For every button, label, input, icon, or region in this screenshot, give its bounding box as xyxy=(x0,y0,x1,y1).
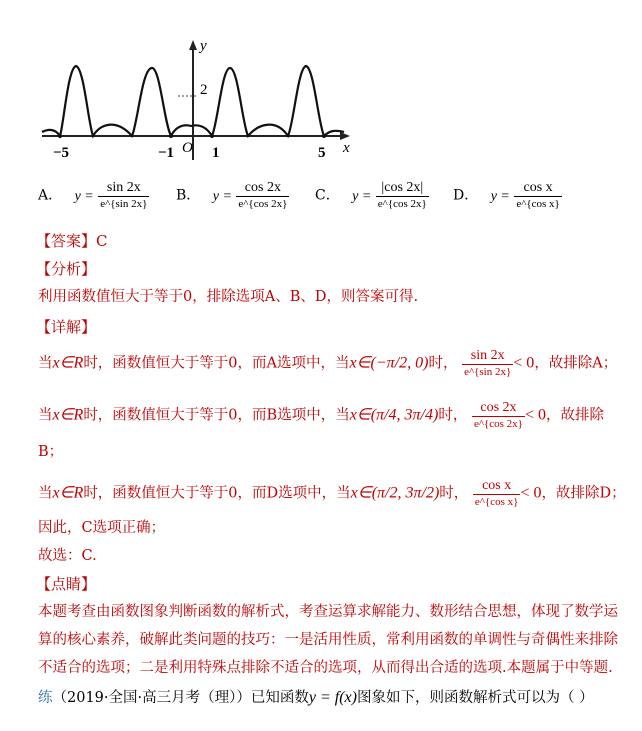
option-a-y: y = xyxy=(74,188,94,204)
detail-line-4: 因此，C选项正确； xyxy=(38,520,166,536)
detail-line-5: 故选：C. xyxy=(38,548,97,564)
function-graph xyxy=(38,38,358,166)
x-axis-arrow xyxy=(340,132,350,140)
tick-dot-neg1 xyxy=(169,134,173,138)
option-b-num: cos 2x xyxy=(244,180,281,195)
d3-den: e^{cos x} xyxy=(474,496,519,508)
d1-when: 时， xyxy=(428,355,458,372)
d2-mid: 时，函数值恒大于等于0，而B选项中，当 xyxy=(83,407,350,424)
x-axis-label: x xyxy=(343,140,350,156)
d3-pre: 当 xyxy=(38,485,53,502)
option-b-y: y = xyxy=(212,188,232,204)
d2-den: e^{cos 2x} xyxy=(473,418,523,430)
tick-dot-neg5 xyxy=(58,134,62,138)
option-a-fraction xyxy=(98,180,149,211)
y-tick-2: 2 xyxy=(200,82,208,98)
d3-xinr: x∈R xyxy=(52,484,84,502)
comment-line-3: 不适合的选项；二是利用特殊点排除不适合的选项，从而得出合适的选项.本题属于中等题. xyxy=(38,660,613,676)
detail-header: 【详解】 xyxy=(36,318,97,336)
option-d-fraction xyxy=(514,180,562,211)
x-tick-1: 1 xyxy=(212,145,220,161)
detail-line-2 xyxy=(38,400,604,431)
y-axis-arrow xyxy=(189,40,197,50)
detail-line-1 xyxy=(38,348,617,379)
option-a-letter: A． xyxy=(38,187,63,204)
tick-dot-5 xyxy=(322,134,326,138)
d1-num: sin 2x xyxy=(470,348,505,363)
d2-end: ，故排除 xyxy=(546,407,604,424)
d2-xinr: x∈R xyxy=(52,406,84,424)
d2-num: cos 2x xyxy=(480,400,517,415)
option-c-den: e^{cos 2x} xyxy=(377,198,427,210)
option-d-letter: D． xyxy=(453,187,479,204)
option-b-letter: B． xyxy=(176,187,201,204)
option-c-fraction xyxy=(376,180,429,211)
option-c-letter: C． xyxy=(315,187,340,204)
option-b-den: e^{cos 2x} xyxy=(238,198,288,210)
practice-line xyxy=(38,688,594,708)
option-c xyxy=(315,180,429,211)
option-d-num: cos x xyxy=(523,180,553,195)
practice-pre: （2019·全国·高三月考（理））已知函数 xyxy=(52,690,309,706)
d3-end: ，故排除D； xyxy=(541,485,626,502)
d1-end: ，故排除A； xyxy=(534,355,618,372)
d1-lt0: < 0 xyxy=(513,354,535,372)
option-d xyxy=(453,180,562,211)
analysis-header: 【分析】 xyxy=(36,260,97,278)
tick-dot-1 xyxy=(210,134,214,138)
d3-lt0: < 0 xyxy=(520,484,542,502)
d1-fraction xyxy=(462,348,513,379)
comment-header: 【点睛】 xyxy=(36,575,97,593)
d1-den: e^{sin 2x} xyxy=(464,366,512,378)
d3-fraction xyxy=(473,478,521,509)
practice-fn: y = f(x) xyxy=(308,689,357,706)
x-tick-neg1: −1 xyxy=(158,145,175,161)
d1-pre: 当 xyxy=(38,355,53,372)
d2-interval: x∈(π/4, 3π/4) xyxy=(349,406,439,424)
option-c-y: y = xyxy=(352,188,372,204)
d3-interval: x∈(π/2, 3π/2) xyxy=(350,484,440,502)
detail-line-2-cont: B； xyxy=(38,444,64,460)
d2-fraction xyxy=(472,400,525,431)
comment-line-2: 算的核心素养，破解此类问题的技巧：一是活用性质，常利用函数的单调性与奇偶性来排除 xyxy=(38,632,618,648)
practice-post: 图象如下，则函数解析式可以为（ ） xyxy=(356,690,594,706)
option-a-den: e^{sin 2x} xyxy=(100,198,148,210)
origin-label: O xyxy=(182,140,193,156)
answer-value: C xyxy=(96,232,108,250)
practice-label: 练 xyxy=(38,690,53,706)
answer-header: 【答案】 xyxy=(36,232,97,250)
option-d-den: e^{cos x} xyxy=(516,198,560,210)
answer-line xyxy=(36,230,108,251)
detail-line-3 xyxy=(38,478,626,509)
option-c-num: |cos 2x| xyxy=(381,180,424,195)
d3-num: cos x xyxy=(482,478,512,493)
d3-when: 时， xyxy=(439,485,469,502)
d2-pre: 当 xyxy=(38,407,53,424)
analysis-text: 利用函数值恒大于等于0，排除选项A、B、D，则答案可得. xyxy=(38,289,419,305)
d2-when: 时， xyxy=(438,407,468,424)
option-b-fraction xyxy=(236,180,289,211)
y-axis-label: y xyxy=(200,38,207,54)
option-a xyxy=(38,180,149,211)
d1-interval: x∈(−π/2, 0) xyxy=(349,354,429,372)
d3-mid: 时，函数值恒大于等于0，而D选项中，当 xyxy=(83,485,351,502)
comment-line-1: 本题考查由函数图象判断函数的解析式，考查运算求解能力、数形结合思想，体现了数学运 xyxy=(38,604,618,620)
x-tick-5: 5 xyxy=(318,145,326,161)
option-b xyxy=(176,180,289,211)
option-d-y: y = xyxy=(490,188,510,204)
d2-lt0: < 0 xyxy=(524,406,546,424)
option-a-num: sin 2x xyxy=(106,180,141,195)
x-tick-neg5: −5 xyxy=(53,145,70,161)
d1-mid: 时，函数值恒大于等于0，而A选项中，当 xyxy=(83,355,350,372)
d1-xinr: x∈R xyxy=(52,354,84,372)
